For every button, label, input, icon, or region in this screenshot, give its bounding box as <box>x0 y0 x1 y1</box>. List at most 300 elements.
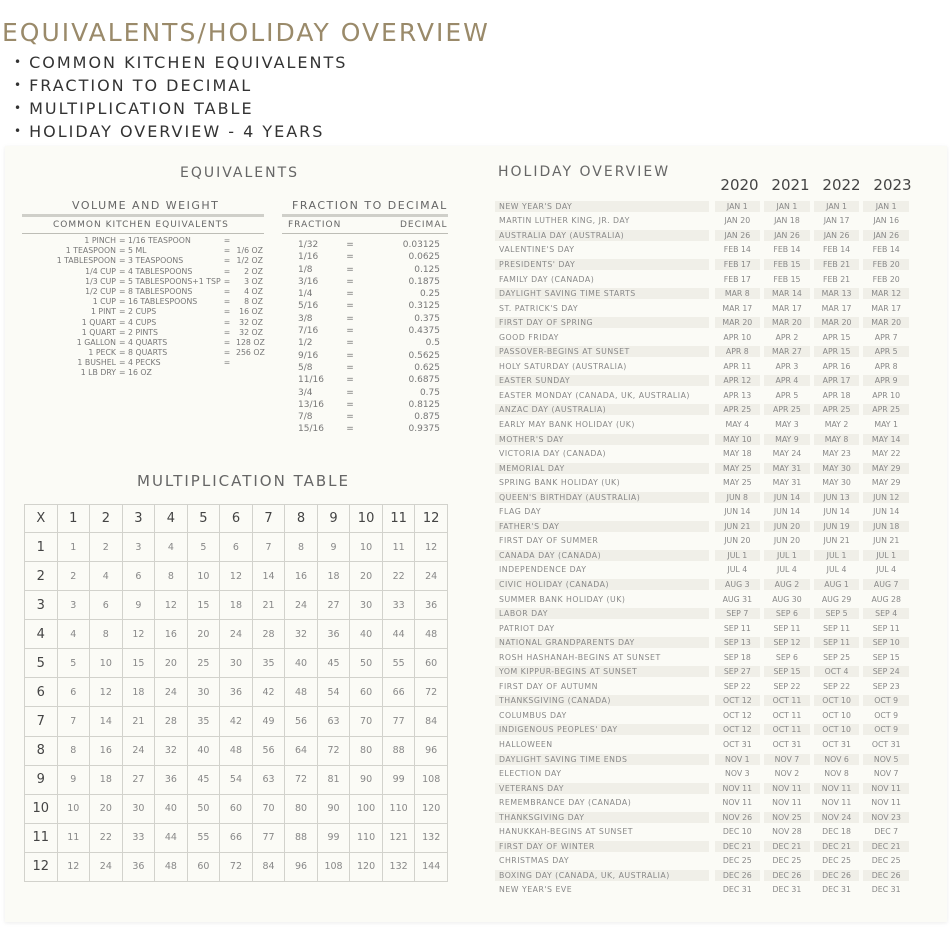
equals-sign: = <box>223 337 231 347</box>
fraction-row <box>284 251 444 263</box>
multiplication-cell: 108 <box>415 765 448 794</box>
equivalent-row <box>18 358 263 368</box>
equals-sign: = <box>346 276 354 287</box>
holiday-row <box>495 272 913 287</box>
multiplication-cell: 132 <box>415 823 448 852</box>
holiday-date: SEP 23 <box>872 681 900 691</box>
multiplication-cell: 30 <box>220 649 253 678</box>
holiday-row <box>495 490 913 505</box>
equivalent-value: = 2 CUPS <box>119 307 157 317</box>
holiday-date: JAN 1 <box>764 201 810 212</box>
holiday-date: SEP 15 <box>872 652 900 662</box>
multiplication-cell: 80 <box>285 794 318 823</box>
holiday-date: AUG 7 <box>863 579 909 590</box>
equals-sign: = <box>223 286 231 296</box>
equivalent-unit: 1 CUP <box>92 297 116 307</box>
multiplication-cell: 3 <box>57 591 90 620</box>
holiday-date: JAN 1 <box>863 201 909 212</box>
holiday-date: NOV 25 <box>764 812 810 823</box>
feature-item: • FRACTION TO DECIMAL <box>14 75 347 98</box>
multiplication-cell: 84 <box>252 852 285 881</box>
fraction-row <box>284 288 444 300</box>
holiday-date: MAY 22 <box>871 449 901 459</box>
holiday-name: FIRST DAY OF SUMMER <box>499 536 599 546</box>
multiplication-cell: 24 <box>285 591 318 620</box>
feature-item: • HOLIDAY OVERVIEW - 4 YEARS <box>14 121 347 144</box>
holiday-date: MAY 9 <box>764 434 810 445</box>
holiday-row <box>495 635 913 650</box>
holiday-date: DEC 18 <box>822 827 851 837</box>
holiday-date: JUN 14 <box>724 507 751 517</box>
multiplication-cell: 77 <box>382 707 415 736</box>
multiplication-row <box>25 649 448 678</box>
holiday-name: GOOD FRIDAY <box>499 332 559 342</box>
multiplication-column-header: 3 <box>122 505 155 533</box>
multiplication-row-header: 2 <box>25 562 58 591</box>
holiday-date: APR 25 <box>863 404 909 415</box>
holiday-row <box>495 694 913 709</box>
multiplication-cell: 100 <box>350 794 383 823</box>
holiday-name: ST. PATRICK'S DAY <box>499 303 579 313</box>
holiday-date: JUL 1 <box>814 550 860 561</box>
holiday-date: MAY 1 <box>874 419 899 429</box>
equivalent-row <box>18 287 263 297</box>
multiplication-cell: 24 <box>415 562 448 591</box>
multiplication-cell: 16 <box>285 562 318 591</box>
equals-sign: = <box>223 256 231 266</box>
holiday-date: AUG 28 <box>871 594 901 604</box>
holiday-name: FIRST DAY OF SPRING <box>495 317 709 328</box>
holiday-name: FIRST DAY OF AUTUMN <box>499 681 598 691</box>
holiday-date: NOV 23 <box>863 812 909 823</box>
multiplication-cell: 40 <box>285 649 318 678</box>
multiplication-cell: 10 <box>187 562 220 591</box>
multiplication-cell: 22 <box>90 823 123 852</box>
holiday-date: DEC 7 <box>874 827 899 837</box>
decimal-value: 0.875 <box>414 412 440 423</box>
holiday-date: JUN 21 <box>823 536 850 546</box>
holiday-row <box>495 563 913 578</box>
holiday-date: MAR 20 <box>764 317 810 328</box>
fraction-row <box>284 337 444 349</box>
equivalent-row <box>18 277 263 287</box>
fraction-row <box>284 264 444 276</box>
holiday-date: APR 5 <box>863 346 909 357</box>
multiplication-row-header: 10 <box>25 794 58 823</box>
multiplication-row-header: 11 <box>25 823 58 852</box>
fraction-row <box>284 411 444 423</box>
feature-item: • COMMON KITCHEN EQUIVALENTS <box>14 52 347 75</box>
multiplication-cell: 9 <box>317 533 350 562</box>
holiday-date: OCT 10 <box>822 710 851 720</box>
holiday-date: APR 8 <box>874 361 898 371</box>
fraction-value: 1/16 <box>298 252 319 263</box>
multiplication-cell: 40 <box>187 736 220 765</box>
multiplication-cell: 10 <box>57 794 90 823</box>
holiday-date: MAR 17 <box>722 303 753 313</box>
multiplication-cell: 7 <box>57 707 90 736</box>
holiday-name: MARTIN LUTHER KING, JR. DAY <box>499 216 630 226</box>
equivalent-row <box>18 318 263 328</box>
equivalent-unit: 1 TEASPOON <box>65 246 116 256</box>
decimal-value: 0.9375 <box>408 424 440 435</box>
holiday-date: APR 8 <box>715 346 761 357</box>
equivalent-row <box>18 338 263 348</box>
holiday-date: OCT 31 <box>772 740 802 749</box>
multiplication-title: MULTIPLICATION TABLE <box>137 472 350 490</box>
multiplication-cell: 8 <box>57 736 90 765</box>
multiplication-cell: 8 <box>90 620 123 649</box>
holiday-date: SEP 22 <box>823 681 851 691</box>
year-label: 2022 <box>822 176 861 194</box>
holiday-date: DEC 31 <box>871 885 901 895</box>
multiplication-cell: 48 <box>415 620 448 649</box>
equals-sign: = <box>346 412 354 423</box>
holiday-name: FIRST DAY OF WINTER <box>495 841 709 852</box>
multiplication-cell: 48 <box>285 678 318 707</box>
fraction-value: 1/8 <box>298 264 313 275</box>
equals-sign: = <box>223 236 231 245</box>
equivalent-unit: 1 PINCH <box>84 236 116 245</box>
multiplication-cell: 12 <box>57 852 90 881</box>
holiday-date: AUG 3 <box>715 579 761 590</box>
holiday-date: MAR 20 <box>814 317 860 328</box>
holiday-date: APR 13 <box>723 390 752 400</box>
equivalent-ounces: 4 OZ <box>244 286 263 296</box>
holiday-date: JUL 1 <box>715 550 761 561</box>
year-label: 2023 <box>873 176 912 194</box>
holiday-date: OCT 12 <box>715 695 761 706</box>
multiplication-cell: 80 <box>350 736 383 765</box>
holiday-date: AUG 2 <box>764 579 810 590</box>
holiday-date: JUN 13 <box>814 492 860 503</box>
holiday-date: MAR 12 <box>863 288 909 299</box>
holiday-date: SEP 15 <box>764 666 810 677</box>
holiday-date: DEC 31 <box>772 885 802 895</box>
equals-sign: = <box>223 348 231 358</box>
holiday-row <box>495 534 913 549</box>
multiplication-cell: 20 <box>155 649 188 678</box>
equals-sign: = <box>346 338 354 349</box>
holiday-row <box>495 286 913 301</box>
multiplication-cell: 63 <box>317 707 350 736</box>
fraction-row <box>284 423 444 435</box>
multiplication-cell: 72 <box>285 765 318 794</box>
multiplication-cell: 35 <box>187 707 220 736</box>
holiday-date: OCT 11 <box>764 695 810 706</box>
holiday-name: NATIONAL GRANDPARENTS DAY <box>495 637 709 648</box>
divider <box>22 233 264 234</box>
holiday-date: APR 17 <box>814 375 860 386</box>
equals-sign: = <box>223 297 231 307</box>
equivalent-row <box>18 236 263 246</box>
multiplication-cell: 11 <box>382 533 415 562</box>
holiday-name: FAMILY DAY (CANADA) <box>499 274 595 284</box>
multiplication-cell: 3 <box>122 533 155 562</box>
holiday-date: JUN 14 <box>823 507 850 517</box>
holiday-name: HALLOWEEN <box>499 740 553 749</box>
holiday-date: FEB 20 <box>863 259 909 270</box>
holiday-date: APR 11 <box>723 361 752 371</box>
holiday-date: JUL 4 <box>826 565 847 575</box>
holiday-date: SEP 4 <box>863 608 909 619</box>
fraction-list <box>284 239 444 436</box>
holiday-row <box>495 359 913 374</box>
multiplication-cell: 1 <box>57 533 90 562</box>
holiday-date: MAR 17 <box>871 303 902 313</box>
holiday-row <box>495 839 913 854</box>
holiday-date: DEC 26 <box>764 870 810 881</box>
multiplication-cell: 6 <box>122 562 155 591</box>
holiday-date: JUN 18 <box>863 521 909 532</box>
holiday-row <box>495 810 913 825</box>
multiplication-column-header: 5 <box>187 505 220 533</box>
holiday-date: AUG 30 <box>772 594 802 604</box>
holiday-row <box>495 315 913 330</box>
multiplication-cell: 60 <box>220 794 253 823</box>
holiday-date: JUL 1 <box>863 550 909 561</box>
multiplication-row-header: 1 <box>25 533 58 562</box>
multiplication-row <box>25 707 448 736</box>
holiday-date: DEC 26 <box>863 870 909 881</box>
holiday-date: APR 5 <box>775 390 799 400</box>
multiplication-cell: 90 <box>317 794 350 823</box>
holiday-date: JUN 20 <box>764 521 810 532</box>
multiplication-cell: 56 <box>285 707 318 736</box>
equivalent-row <box>18 368 263 378</box>
holiday-date: NOV 11 <box>722 798 753 808</box>
multiplication-cell: 30 <box>350 591 383 620</box>
holiday-date: JUN 21 <box>873 536 900 546</box>
year-header <box>714 176 918 194</box>
holiday-date: SEP 11 <box>723 623 751 633</box>
equivalent-unit: 1 QUART <box>81 317 116 327</box>
multiplication-cell: 88 <box>285 823 318 852</box>
multiplication-cell: 42 <box>252 678 285 707</box>
equivalent-value: = 5 TABLESPOONS+1 TSP <box>119 276 221 286</box>
multiplication-cell: 6 <box>57 678 90 707</box>
holiday-date: DEC 26 <box>814 870 860 881</box>
equivalent-row <box>18 307 263 317</box>
multiplication-cell: 45 <box>187 765 220 794</box>
holiday-date: MAY 14 <box>863 434 909 445</box>
equivalent-ounces: 8 OZ <box>244 297 263 307</box>
multiplication-cell: 12 <box>155 591 188 620</box>
holiday-row <box>495 825 913 840</box>
holiday-date: NOV 11 <box>821 798 852 808</box>
multiplication-cell: 10 <box>90 649 123 678</box>
equivalent-unit: 1 LB DRY <box>80 368 116 378</box>
holiday-date: MAY 4 <box>725 419 750 429</box>
multiplication-cell: 54 <box>220 765 253 794</box>
holiday-date: SEP 6 <box>764 608 810 619</box>
holiday-date: OCT 31 <box>822 740 851 749</box>
feature-item: • MULTIPLICATION TABLE <box>14 98 347 121</box>
fraction-column-header: FRACTION <box>288 220 342 230</box>
multiplication-cell: 2 <box>90 533 123 562</box>
multiplication-cell: 5 <box>57 649 90 678</box>
multiplication-column-header: 10 <box>350 505 383 533</box>
equals-sign: = <box>346 424 354 435</box>
equivalent-ounces <box>236 358 263 368</box>
multiplication-cell: 27 <box>122 765 155 794</box>
multiplication-cell: 30 <box>122 794 155 823</box>
fraction-value: 5/16 <box>298 301 319 312</box>
multiplication-cell: 6 <box>90 591 123 620</box>
multiplication-cell: 48 <box>220 736 253 765</box>
holiday-date: NOV 28 <box>772 827 802 837</box>
decimal-value: 0.6875 <box>408 375 440 386</box>
holiday-date: OCT 12 <box>722 710 752 720</box>
multiplication-cell: 12 <box>415 533 448 562</box>
holiday-date: DEC 31 <box>822 885 851 895</box>
equivalent-row <box>18 348 263 358</box>
equals-sign: = <box>346 375 354 386</box>
fraction-row <box>284 399 444 411</box>
multiplication-cell: 44 <box>155 823 188 852</box>
holiday-date: NOV 11 <box>764 783 810 794</box>
multiplication-table <box>24 504 448 882</box>
holiday-date: JAN 1 <box>814 201 860 212</box>
holiday-name: VICTORIA DAY (CANADA) <box>499 449 607 459</box>
holiday-row <box>495 199 913 214</box>
holiday-name: HANUKKAH-BEGINS AT SUNSET <box>499 827 634 837</box>
multiplication-row-header: 9 <box>25 765 58 794</box>
equivalent-unit: 1 GALLON <box>76 337 116 347</box>
multiplication-cell: 40 <box>155 794 188 823</box>
holiday-date: NOV 11 <box>863 783 909 794</box>
decimal-value: 0.375 <box>414 313 440 324</box>
equivalent-row <box>18 246 263 256</box>
holiday-date: FEB 17 <box>723 274 751 284</box>
holiday-date: APR 3 <box>775 361 799 371</box>
decimal-value: 0.3125 <box>408 301 440 312</box>
holiday-date: FEB 14 <box>872 245 900 255</box>
equals-sign: = <box>346 264 354 275</box>
multiplication-cell: 9 <box>57 765 90 794</box>
decimal-value: 0.8125 <box>408 399 440 410</box>
multiplication-cell: 9 <box>122 591 155 620</box>
holiday-date: OCT 10 <box>814 695 860 706</box>
holiday-row <box>495 723 913 738</box>
fraction-row <box>284 300 444 312</box>
holiday-date: SEP 11 <box>872 623 900 633</box>
multiplication-column-header: 4 <box>155 505 188 533</box>
equivalents-list <box>18 236 263 379</box>
fraction-value: 3/4 <box>298 387 313 398</box>
holiday-date: FEB 21 <box>814 259 860 270</box>
equivalent-unit: 1/3 CUP <box>85 276 116 286</box>
holiday-date: MAY 29 <box>871 478 901 488</box>
holiday-date: JAN 1 <box>715 201 761 212</box>
holiday-date: JUN 14 <box>764 492 810 503</box>
decimal-value: 0.75 <box>419 387 440 398</box>
holiday-name: BOXING DAY (CANADA, UK, AUSTRALIA) <box>495 870 709 881</box>
holiday-date: NOV 24 <box>814 812 860 823</box>
page-title: EQUIVALENTS/HOLIDAY OVERVIEW <box>2 18 490 47</box>
holiday-date: APR 4 <box>764 375 810 386</box>
holiday-name: ELECTION DAY <box>499 769 562 779</box>
multiplication-cell: 4 <box>90 562 123 591</box>
holiday-date: JUN 14 <box>773 507 801 517</box>
equivalent-ounces: 32 OZ <box>239 327 263 337</box>
equals-sign: = <box>346 387 354 398</box>
multiplication-column-header: 2 <box>90 505 123 533</box>
multiplication-cell: 110 <box>382 794 415 823</box>
multiplication-row-header: 4 <box>25 620 58 649</box>
holiday-row <box>495 243 913 258</box>
fraction-row <box>284 276 444 288</box>
multiplication-cell: 70 <box>350 707 383 736</box>
equals-sign: = <box>223 327 231 337</box>
multiplication-cell: 60 <box>187 852 220 881</box>
equivalent-ounces: 128 OZ <box>236 337 265 347</box>
holiday-name: MEMORIAL DAY <box>495 463 709 474</box>
multiplication-cell: 96 <box>415 736 448 765</box>
holiday-date: OCT 9 <box>863 695 909 706</box>
holiday-date: SEP 11 <box>773 623 801 633</box>
multiplication-cell: 110 <box>350 823 383 852</box>
holiday-date: FEB 14 <box>822 245 851 255</box>
holiday-row <box>495 432 913 447</box>
holiday-date: NOV 11 <box>871 798 901 808</box>
multiplication-row-header: 6 <box>25 678 58 707</box>
multiplication-column-header: 6 <box>220 505 253 533</box>
multiplication-cell: 18 <box>220 591 253 620</box>
fraction-value: 1/4 <box>298 289 313 300</box>
holiday-date: NOV 7 <box>873 769 899 779</box>
fraction-row <box>284 325 444 337</box>
equals-sign: = <box>223 307 231 317</box>
multiplication-corner: X <box>25 505 58 533</box>
equals-sign: = <box>346 350 354 361</box>
decimal-value: 0.0625 <box>408 252 440 263</box>
equivalent-ounces <box>236 236 263 246</box>
holiday-name: DAYLIGHT SAVING TIME STARTS <box>495 288 709 299</box>
fraction-value: 1/2 <box>298 338 313 349</box>
holiday-row <box>495 577 913 592</box>
multiplication-row <box>25 591 448 620</box>
holiday-name: ANZAC DAY (AUSTRALIA) <box>495 404 709 415</box>
holiday-row <box>495 330 913 345</box>
multiplication-cell: 35 <box>252 649 285 678</box>
holiday-date: MAY 29 <box>863 463 909 474</box>
multiplication-cell: 88 <box>382 736 415 765</box>
multiplication-row-header: 5 <box>25 649 58 678</box>
holiday-row <box>495 854 913 869</box>
equivalent-ounces: 16 OZ <box>239 307 263 317</box>
equals-sign <box>218 368 236 378</box>
holiday-date: OCT 11 <box>764 724 810 735</box>
holiday-date: MAR 20 <box>863 317 909 328</box>
holiday-date: NOV 26 <box>715 812 761 823</box>
holiday-name: CHRISTMAS DAY <box>499 856 570 866</box>
holiday-date: JAN 16 <box>873 216 900 226</box>
fraction-row <box>284 350 444 362</box>
holiday-row <box>495 403 913 418</box>
holiday-date: FEB 14 <box>773 245 801 255</box>
holiday-date: NOV 1 <box>715 754 761 765</box>
holiday-date: MAR 14 <box>764 288 810 299</box>
holiday-date: OCT 31 <box>871 740 901 749</box>
multiplication-cell: 36 <box>122 852 155 881</box>
holiday-date: SEP 6 <box>775 652 798 662</box>
multiplication-cell: 16 <box>90 736 123 765</box>
holiday-date: AUG 1 <box>814 579 860 590</box>
multiplication-cell: 30 <box>187 678 220 707</box>
holiday-date: JAN 26 <box>764 230 810 241</box>
multiplication-cell: 20 <box>90 794 123 823</box>
